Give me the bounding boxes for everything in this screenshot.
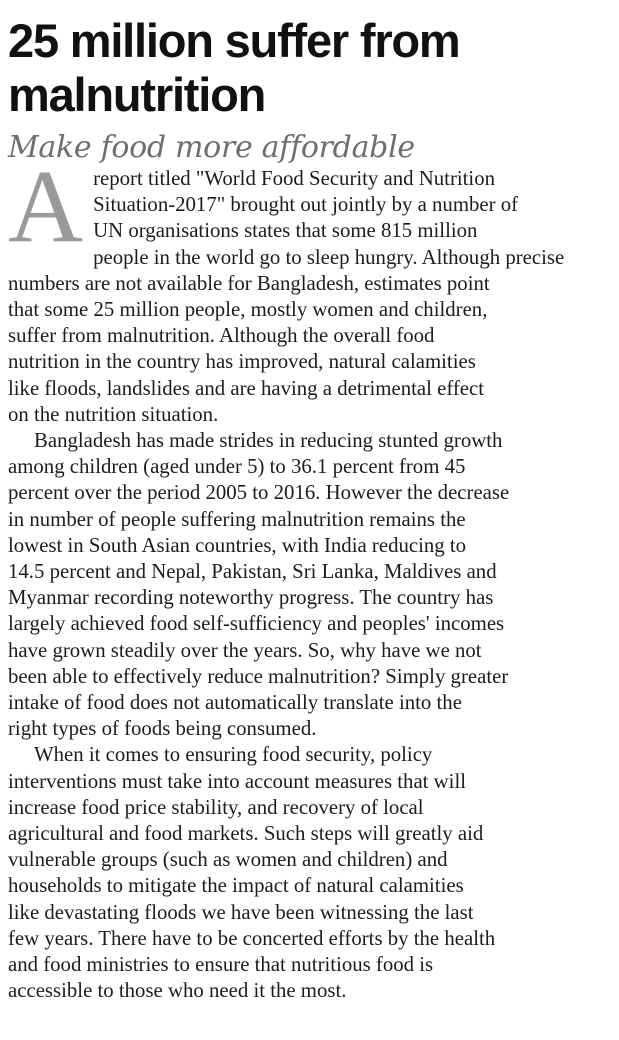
body-line: interventions must take into account measures that will [8,769,466,793]
headline-line: malnutrition [8,68,266,121]
body-line: largely achieved food self-sufficiency and peoples' incomes [8,612,505,636]
paragraph-3 [8,742,608,1004]
body-line: that some 25 million people, mostly women and children, [8,298,488,322]
body-line: people in the world go to sleep hungry. Although precise [93,245,565,269]
body-line: 14.5 percent and Nepal, Pakistan, Sri Lanka, Maldives and [8,560,497,584]
body-line: nutrition in the country has improved, natural calamities [8,350,476,374]
body-line: intake of food does not automatically translate into the [8,691,462,715]
body-line: like devastating floods we have been witnessing the last [8,900,474,924]
paragraph-2 [8,428,608,742]
article [8,14,608,1005]
body-line: increase food price stability, and recovery of local [8,795,424,819]
body-line: Bangladesh has made strides in reducing stunted growth [34,429,503,453]
body-line: suffer from malnutrition. Although the overall food [8,324,435,348]
body-line: Situation-2017" brought out jointly by a number of [93,193,519,217]
body-line: UN organisations states that some 815 million [93,219,478,243]
body-line: Myanmar recording noteworthy progress. The country has [8,586,494,610]
body-line: percent over the period 2005 to 2016. However the decrease [8,481,510,505]
paragraph-1 [8,149,608,428]
body-line: right types of foods being consumed. [8,717,317,741]
body-line: report titled "World Food Security and Nutrition [93,167,496,190]
body-line: accessible to those who need it the most. [8,979,347,1003]
body-line: households to mitigate the impact of natural calamities [8,874,464,898]
body-line: When it comes to ensuring food security, policy [34,743,433,767]
headline-line: 25 million suffer from [8,14,460,67]
article-body [8,149,608,1005]
drop-cap: A [8,149,84,264]
body-line: lowest in South Asian countries, with India reducing to [8,533,467,557]
paragraph-1-lines [8,149,608,428]
body-line: vulnerable groups (such as women and children) and [8,848,448,872]
body-line: like floods, landslides and are having a detrimental effect [8,376,485,400]
body-line: agricultural and food markets. Such steps will greatly aid [8,822,484,846]
body-line: and food ministries to ensure that nutritious food is [8,953,434,977]
body-line: been able to effectively reduce malnutrition? Simply greater [8,664,509,688]
body-line: few years. There have to be concerted efforts by the health [8,926,496,950]
body-line: numbers are not available for Bangladesh, estimates point [8,271,490,295]
subheadline: Make food more affordable [8,130,415,165]
body-line: in number of people suffering malnutrition remains the [8,507,466,531]
headline [8,14,608,122]
body-line: on the nutrition situation. [8,402,219,426]
body-line: have grown steadily over the years. So, why have we not [8,638,482,662]
body-line: among children (aged under 5) to 36.1 percent from 45 [8,455,466,479]
